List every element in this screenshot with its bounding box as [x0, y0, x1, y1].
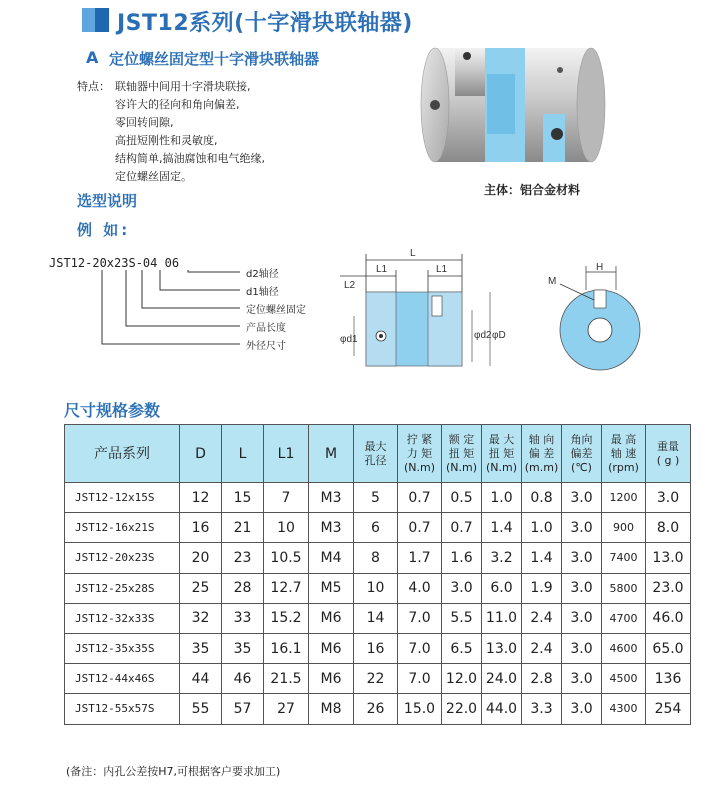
model-cell: JST12-32x33S — [65, 603, 180, 633]
spec-cell: 7.0 — [398, 633, 442, 663]
spec-cell: M6 — [309, 664, 354, 694]
spec-cell: 1200 — [602, 483, 646, 513]
dim-d1: φd1 — [340, 334, 358, 345]
label-length: 产品长度 — [246, 323, 286, 334]
spec-header-cell: 角向 偏差 (℃) — [562, 425, 602, 483]
spec-cell: 13.0 — [482, 633, 522, 663]
spec-header-cell: 最 高 轴 速 (rpm) — [602, 425, 646, 483]
spec-cell: 3.0 — [562, 483, 602, 513]
spec-cell: 3.0 — [562, 573, 602, 603]
model-cell: JST12-25x28S — [65, 573, 180, 603]
spec-cell: 5800 — [602, 573, 646, 603]
spec-cell: 4600 — [602, 633, 646, 663]
spec-header-cell: 产品系列 — [65, 425, 180, 483]
spec-cell: M3 — [309, 483, 354, 513]
spec-cell: 44 — [180, 664, 222, 694]
spec-cell: 1.0 — [522, 513, 562, 543]
spec-body — [65, 483, 691, 725]
dim-L: L — [410, 248, 416, 259]
feature-item: 联轴器中间用十字滑块联接, — [115, 80, 251, 93]
label-d2: d2轴径 — [246, 269, 279, 280]
table-row — [65, 543, 691, 573]
spec-header-cell: L — [222, 425, 264, 483]
model-cell: JST12-35x35S — [65, 633, 180, 663]
title-accent-light — [82, 8, 95, 32]
spec-cell: 28 — [222, 573, 264, 603]
material-caption: 主体：铝合金材料 — [484, 183, 581, 197]
spec-cell: 1.6 — [442, 543, 482, 573]
table-row — [65, 513, 691, 543]
table-row — [65, 694, 691, 724]
spec-cell: 3.0 — [562, 543, 602, 573]
model-cell: JST12-12x15S — [65, 483, 180, 513]
spec-cell: 12.0 — [442, 664, 482, 694]
spec-header-cell: 轴 向 偏 差 (m.m) — [522, 425, 562, 483]
spec-cell: 3.0 — [562, 664, 602, 694]
spec-cell: 24.0 — [482, 664, 522, 694]
features-list — [115, 78, 265, 186]
spec-cell: 3.0 — [562, 513, 602, 543]
section-title: 定位螺丝固定型十字滑块联轴器 — [109, 50, 320, 68]
spec-cell: M8 — [309, 694, 354, 724]
spec-cell: 1.4 — [522, 543, 562, 573]
spec-cell: 3.3 — [522, 694, 562, 724]
spec-cell: 2.8 — [522, 664, 562, 694]
spec-cell: 7 — [264, 483, 309, 513]
page-title: JST12系列(十字滑块联轴器) — [117, 11, 413, 36]
spec-cell: 26 — [354, 694, 398, 724]
spec-cell: 35 — [180, 633, 222, 663]
spec-cell: 21.5 — [264, 664, 309, 694]
feature-item: 高扭短刚性和灵敏度, — [115, 134, 218, 147]
dim-M: M — [548, 276, 557, 287]
spec-cell: 5 — [354, 483, 398, 513]
model-code-example: JST12-20x23S-04 06 — [49, 256, 180, 270]
spec-cell: 3.0 — [646, 483, 691, 513]
spec-cell: 15 — [222, 483, 264, 513]
spec-cell: 44.0 — [482, 694, 522, 724]
spec-cell: 1.0 — [482, 483, 522, 513]
dim-d2: φd2 — [474, 330, 492, 341]
spec-cell: 12.7 — [264, 573, 309, 603]
spec-cell: 23 — [222, 543, 264, 573]
spec-cell: 16 — [180, 513, 222, 543]
spec-cell: 32 — [180, 603, 222, 633]
spec-header-cell: 最 大 扭 矩 (N.m) — [482, 425, 522, 483]
spec-table — [64, 424, 691, 725]
spec-cell: 11.0 — [482, 603, 522, 633]
spec-cell: 7.0 — [398, 664, 442, 694]
spec-cell: 4300 — [602, 694, 646, 724]
spec-header-cell: M — [309, 425, 354, 483]
title-accent — [95, 8, 109, 32]
spec-cell: 2.4 — [522, 603, 562, 633]
dim-L2: L2 — [344, 280, 356, 291]
spec-cell: 15.2 — [264, 603, 309, 633]
spec-cell: 22 — [354, 664, 398, 694]
spec-cell: 23.0 — [646, 573, 691, 603]
example-title: 例 如: — [77, 221, 131, 239]
table-row — [65, 603, 691, 633]
spec-cell: 6.5 — [442, 633, 482, 663]
spec-cell: 0.7 — [398, 483, 442, 513]
spec-header-cell: 重量 ( g ) — [646, 425, 691, 483]
spec-header-cell: 最大 孔径 — [354, 425, 398, 483]
spec-cell: 8.0 — [646, 513, 691, 543]
spec-cell: 1.7 — [398, 543, 442, 573]
spec-cell: 4.0 — [398, 573, 442, 603]
table-row — [65, 573, 691, 603]
spec-cell: 6 — [354, 513, 398, 543]
spec-cell: 10.5 — [264, 543, 309, 573]
spec-header-cell: 额 定 扭 矩 (N.m) — [442, 425, 482, 483]
table-row — [65, 633, 691, 663]
table-row — [65, 664, 691, 694]
spec-header-cell: D — [180, 425, 222, 483]
feature-item: 结构简单,搞油腐蚀和电气绝缘, — [115, 152, 265, 165]
spec-cell: M6 — [309, 603, 354, 633]
spec-cell: 25 — [180, 573, 222, 603]
dim-L1-right: L1 — [436, 264, 448, 275]
spec-cell: 10 — [264, 513, 309, 543]
side-view-diagram — [332, 246, 504, 382]
spec-cell: M6 — [309, 633, 354, 663]
model-cell: JST12-55x57S — [65, 694, 180, 724]
spec-cell: M4 — [309, 543, 354, 573]
spec-cell: 20 — [180, 543, 222, 573]
spec-cell: 0.5 — [442, 483, 482, 513]
spec-cell: 27 — [264, 694, 309, 724]
spec-cell: 8 — [354, 543, 398, 573]
spec-cell: 15.0 — [398, 694, 442, 724]
label-d1: d1轴径 — [246, 287, 279, 298]
spec-cell: 16 — [354, 633, 398, 663]
spec-title: 尺寸规格参数 — [64, 401, 161, 420]
spec-cell: 3.0 — [442, 573, 482, 603]
footnote: (备注：内孔公差按H7,可根据客户要求加工) — [66, 765, 281, 778]
model-cell: JST12-20x23S — [65, 543, 180, 573]
spec-cell: 55 — [180, 694, 222, 724]
dim-D: φD — [492, 330, 506, 341]
dim-L1-left: L1 — [376, 264, 388, 275]
spec-cell: 22.0 — [442, 694, 482, 724]
front-view-diagram — [546, 260, 640, 380]
dim-H: H — [596, 262, 604, 273]
model-cell: JST12-16x21S — [65, 513, 180, 543]
table-row — [65, 483, 691, 513]
label-set-screw: 定位螺丝固定 — [246, 305, 306, 316]
features-label: 特点： — [77, 80, 110, 93]
section-letter: A — [86, 48, 99, 67]
spec-cell: 3.0 — [562, 694, 602, 724]
spec-cell: 2.4 — [522, 633, 562, 663]
spec-cell: 7400 — [602, 543, 646, 573]
spec-cell: 0.7 — [398, 513, 442, 543]
features-block — [77, 78, 265, 186]
spec-cell: 14 — [354, 603, 398, 633]
spec-cell: 46.0 — [646, 603, 691, 633]
spec-cell: 254 — [646, 694, 691, 724]
feature-item: 零回转间隙, — [115, 116, 174, 129]
spec-cell: 5.5 — [442, 603, 482, 633]
code-breakdown-lines — [90, 270, 250, 360]
spec-cell: 16.1 — [264, 633, 309, 663]
spec-cell: 46 — [222, 664, 264, 694]
spec-header-cell: 拧 紧 力 矩 (N.m) — [398, 425, 442, 483]
feature-item: 容许大的径向和角向偏差, — [115, 98, 240, 111]
spec-cell: 0.7 — [442, 513, 482, 543]
spec-cell: 13.0 — [646, 543, 691, 573]
spec-cell: 21 — [222, 513, 264, 543]
spec-header-row — [65, 425, 691, 483]
spec-cell: 6.0 — [482, 573, 522, 603]
spec-cell: 136 — [646, 664, 691, 694]
spec-cell: 3.0 — [562, 633, 602, 663]
spec-cell: 1.9 — [522, 573, 562, 603]
feature-item: 定位螺丝固定。 — [115, 170, 192, 183]
spec-cell: 35 — [222, 633, 264, 663]
spec-cell: 10 — [354, 573, 398, 603]
spec-cell: 900 — [602, 513, 646, 543]
selection-title: 选型说明 — [77, 192, 138, 210]
spec-cell: 12 — [180, 483, 222, 513]
spec-cell: 4700 — [602, 603, 646, 633]
model-cell: JST12-44x46S — [65, 664, 180, 694]
coupling-product-image — [415, 34, 615, 176]
spec-cell: 57 — [222, 694, 264, 724]
label-outer-diameter: 外径尺寸 — [246, 341, 286, 352]
spec-cell: 3.0 — [562, 603, 602, 633]
spec-cell: 33 — [222, 603, 264, 633]
spec-cell: 3.2 — [482, 543, 522, 573]
spec-cell: 1.4 — [482, 513, 522, 543]
spec-cell: M3 — [309, 513, 354, 543]
spec-header-cell: L1 — [264, 425, 309, 483]
spec-cell: 65.0 — [646, 633, 691, 663]
spec-cell: 0.8 — [522, 483, 562, 513]
spec-cell: 4500 — [602, 664, 646, 694]
spec-cell: M5 — [309, 573, 354, 603]
spec-cell: 7.0 — [398, 603, 442, 633]
